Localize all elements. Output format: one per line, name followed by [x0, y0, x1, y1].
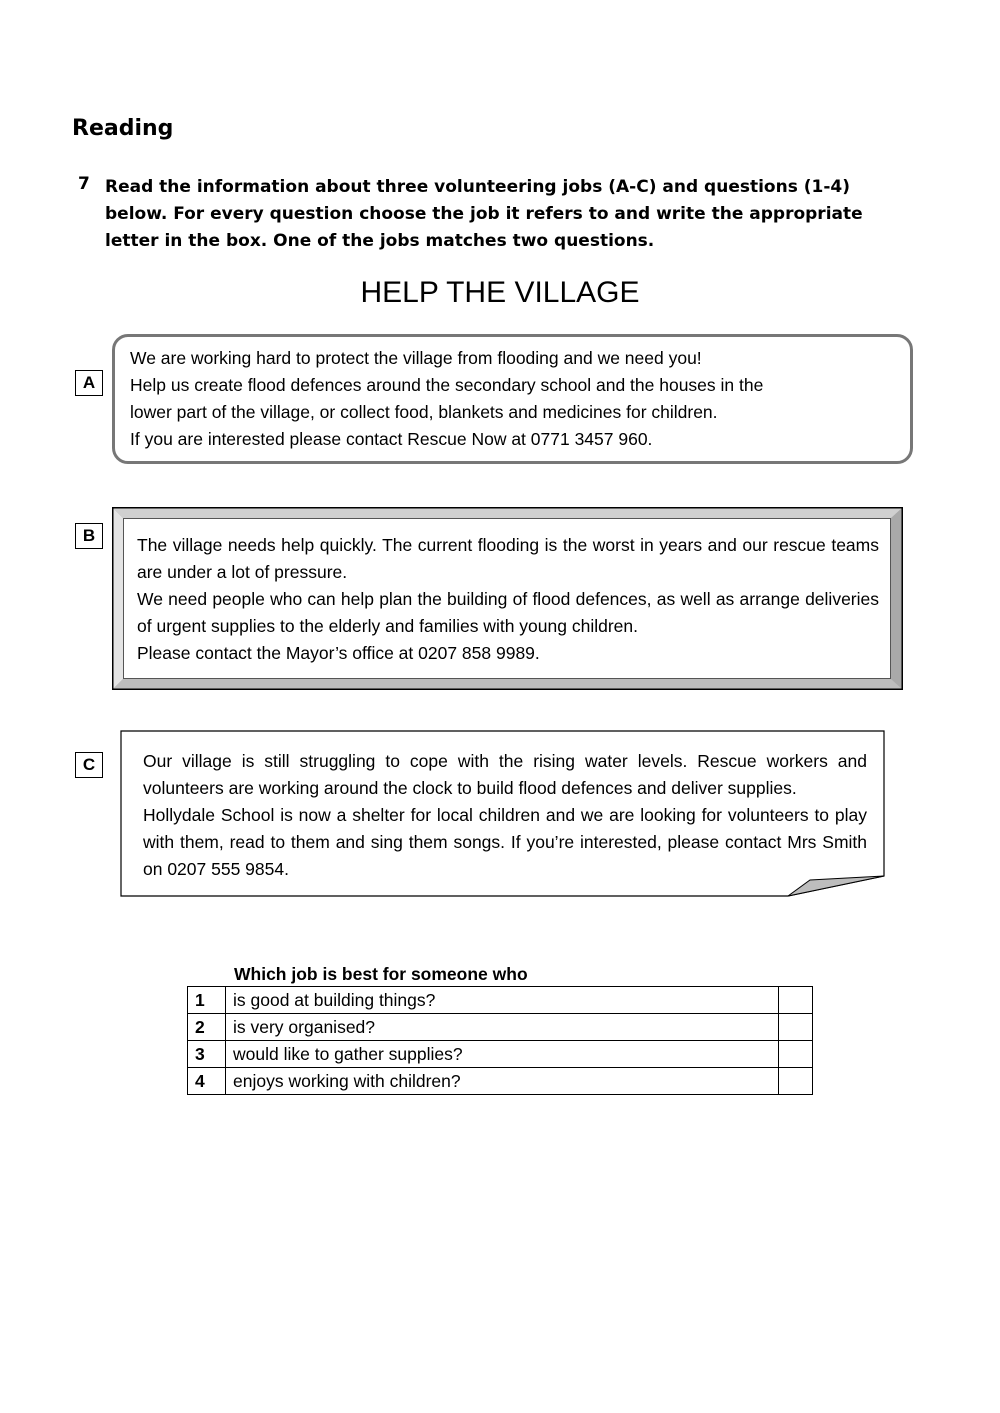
instruction-text: Read the information about three volunteering jobs (A-C) and questions (1-4) below. For every question choose the job it refers to and write the appropriate letter in the box. One of the jobs matches two questions. — [105, 177, 863, 251]
answer-box[interactable] — [779, 1014, 813, 1041]
job-a-letter: A — [75, 370, 103, 396]
job-c-paragraph: Our village is still struggling to cope with the rising water levels. Rescue workers and volunteers are working around the clock to build flood defences and deliver supplies. — [143, 751, 867, 798]
job-c-letter: C — [75, 752, 103, 778]
job-a-line: lower part of the village, or collect food, blankets and medicines for children. — [130, 402, 718, 422]
job-b-paragraph: Please contact the Mayor’s office at 0207 858 9989. — [137, 643, 540, 663]
table-row — [188, 987, 813, 1014]
job-a-line: Help us create flood defences around the secondary school and the houses in the — [130, 375, 764, 395]
job-a-line: We are working hard to protect the village from flooding and we need you! — [130, 348, 702, 368]
job-c-text — [143, 748, 867, 883]
question-number: 3 — [188, 1041, 226, 1068]
question-number: 2 — [188, 1014, 226, 1041]
question-text: is very organised? — [226, 1014, 779, 1041]
table-row — [188, 1014, 813, 1041]
question-number: 4 — [188, 1068, 226, 1095]
questions-table — [187, 986, 813, 1095]
job-a-text — [130, 345, 890, 453]
instruction-number: 7 — [78, 174, 90, 194]
job-b-letter: B — [75, 523, 103, 549]
questions-heading: Which job is best for someone who — [234, 964, 528, 984]
answer-box[interactable] — [779, 1068, 813, 1095]
table-row — [188, 1041, 813, 1068]
question-number: 1 — [188, 987, 226, 1014]
table-row — [188, 1068, 813, 1095]
job-b-text — [137, 532, 879, 667]
job-b-paragraph: The village needs help quickly. The current flooding is the worst in years and our rescue teams are under a lot of pressure. — [137, 535, 879, 582]
question-text: enjoys working with children? — [226, 1068, 779, 1095]
answer-box[interactable] — [779, 987, 813, 1014]
question-text: would like to gather supplies? — [226, 1041, 779, 1068]
page-title: HELP THE VILLAGE — [360, 276, 640, 309]
job-b-paragraph: We need people who can help plan the building of flood defences, as well as arrange deliveries of urgent supplies to the elderly and families with young children. — [137, 589, 879, 636]
answer-box[interactable] — [779, 1041, 813, 1068]
job-a-line: If you are interested please contact Rescue Now at 0771 3457 960. — [130, 429, 653, 449]
job-c-paragraph: Hollydale School is now a shelter for local children and we are looking for volunteers to play with them, read to them and sing them songs. If you’re interested, please contact Mrs Smith on 0207 555 9854. — [143, 805, 867, 879]
question-text: is good at building things? — [226, 987, 779, 1014]
section-heading: Reading — [72, 116, 174, 141]
